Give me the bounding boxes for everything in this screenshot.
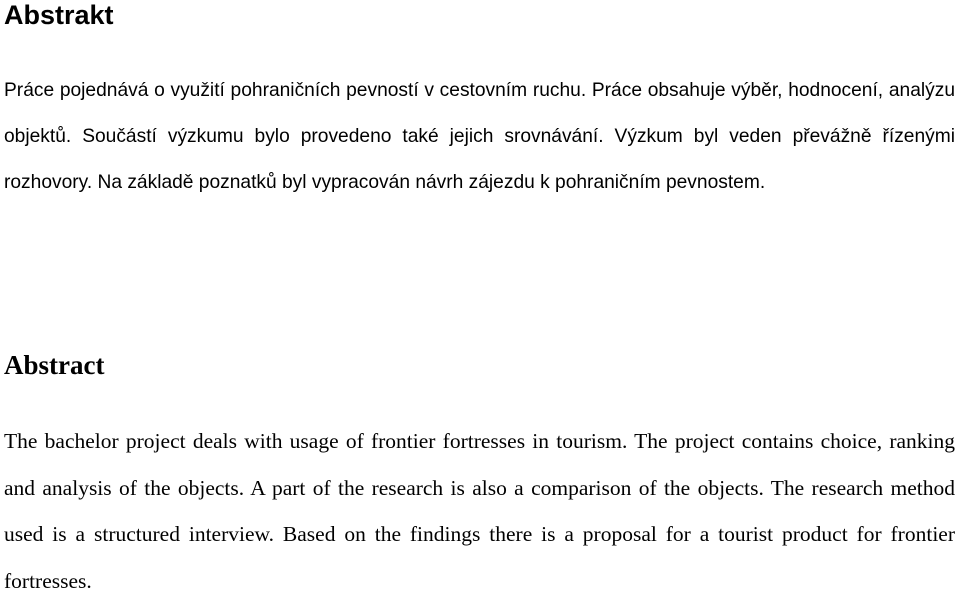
abstract-paragraph: The bachelor project deals with usage of frontier fortresses in tourism. The project contains choice, ranking and analysis of the objects. A part of the research is also a comparison of the objects. The research method used is a structured interview. Based on the findings there is a proposal for a tourist product for frontier fortresses. <box>4 429 955 593</box>
abstrakt-heading: Abstrakt <box>4 0 114 30</box>
abstrakt-paragraph: Práce pojednává o využití pohraničních pevností v cestovním ruchu. Práce obsahuje výběr, hodnocení, analýzu objektů. Součástí výzkumu bylo provedeno také jejich srovnávání. Výzkum byl veden převážně řízenými rozhovory. Na základě poznatků byl vypracován návrh zájezdu k pohraničním pevnostem. <box>4 80 955 193</box>
abstract-heading: Abstract <box>4 350 105 380</box>
